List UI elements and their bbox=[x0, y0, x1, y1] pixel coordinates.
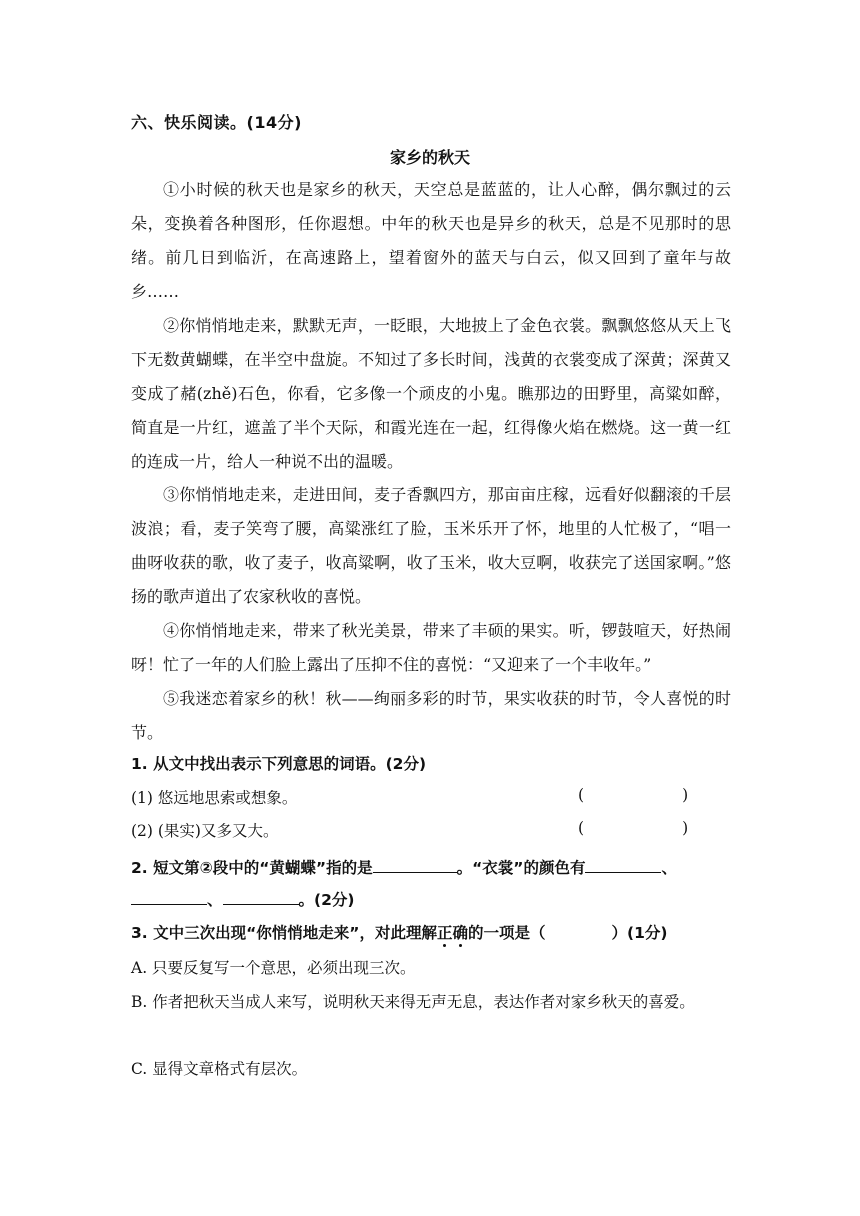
question-2-part-1: 2. 短文第②段中的“黄蝴蝶”指的是 bbox=[131, 859, 373, 877]
paragraph-4: ④你悄悄地走来，带来了秋光美景，带来了丰硕的果实。听，锣鼓喧天，好热闹呀！忙了一年的人们脸上露出了压抑不住的喜悦：“又迎来了一个丰收年。” bbox=[131, 621, 731, 674]
question-3-close: ）(1分) bbox=[611, 924, 668, 942]
article-title: 家乡的秋天 bbox=[389, 148, 470, 167]
answer-paren-1[interactable] bbox=[578, 786, 688, 804]
question-3-after: 的一项是（ bbox=[467, 924, 546, 942]
paragraph-3: ③你悄悄地走来，走进田间，麦子香飘四方，那亩亩庄稼，远看好似翻滚的千层波浪；看，麦子笑弯了腰，高粱涨红了脸，玉米乐开了怀，地里的人忙极了，“唱一曲呀收获的歌，收了麦子，收高粱啊，收了玉米，收大豆啊，收获完了送国家啊。”悠扬的歌声道出了农家秋收的喜悦。 bbox=[131, 485, 731, 606]
question-2-line-2 bbox=[131, 888, 354, 910]
paren-close: ) bbox=[682, 819, 689, 837]
option-c[interactable]: C. 显得文章格式有层次。 bbox=[131, 1060, 308, 1078]
emphasis-char-1: 正 bbox=[436, 924, 453, 942]
section-heading: 六、快乐阅读。(14分) bbox=[131, 113, 302, 132]
paren-open: ( bbox=[578, 819, 585, 837]
question-1-title: 1. 从文中找出表示下列意思的词语。(2分) bbox=[131, 755, 427, 773]
option-a[interactable]: A. 只要反复写一个意思，必须出现三次。 bbox=[131, 959, 416, 977]
question-2-part-3: 、 bbox=[661, 859, 677, 877]
answer-paren-2[interactable] bbox=[578, 819, 688, 837]
answer-blank-color-2[interactable] bbox=[131, 888, 207, 905]
paren-close: ) bbox=[682, 786, 689, 804]
question-2-part-5: 。(2分) bbox=[298, 891, 355, 909]
option-b[interactable]: B. 作者把秋天当成人来写，说明秋天来得无声无息，表达作者对家乡秋天的喜爱。 bbox=[131, 993, 695, 1011]
paren-open: ( bbox=[578, 786, 585, 804]
question-2-part-2: 。“衣裳”的颜色有 bbox=[456, 859, 586, 877]
question-3-before: 3. 文中三次出现“你悄悄地走来”，对此理解 bbox=[131, 924, 437, 942]
paragraph-5: ⑤我迷恋着家乡的秋！秋——绚丽多彩的时节，果实收获的时节，令人喜悦的时节。 bbox=[131, 689, 731, 742]
answer-blank-color-1[interactable] bbox=[585, 856, 661, 873]
question-2-part-4: 、 bbox=[207, 891, 223, 909]
emphasis-char-2: 确 bbox=[452, 924, 468, 942]
question-1-item-1: (1) 悠远地思索或想象。 bbox=[131, 789, 298, 807]
question-3-title bbox=[131, 921, 667, 943]
paragraph-2: ②你悄悄地走来，默默无声，一眨眼，大地披上了金色衣裳。飘飘悠悠从天上飞下无数黄蝴蝶，在半空中盘旋。不知过了多长时间，浅黄的衣裳变成了深黄；深黄又变成了赭(zhě)石色，你看，它多像一个顽皮的小鬼。瞧那边的田野里，高粱如醉，简直是一片红，遮盖了半个天际，和霞光连在一起，红得像火焰在燃烧。这一黄一红的连成一片，给人一种说不出的温暖。 bbox=[131, 316, 731, 471]
paragraph-1: ①小时候的秋天也是家乡的秋天，天空总是蓝蓝的，让人心醉，偶尔飘过的云朵，变换着各种图形，任你遐想。中年的秋天也是异乡的秋天，总是不见那时的思绪。前几日到临沂，在高速路上，望着窗外的蓝天与白云，似又回到了童年与故乡…… bbox=[131, 180, 731, 301]
answer-blank-color-3[interactable] bbox=[223, 888, 299, 905]
question-1-item-2: (2) (果实)又多又大。 bbox=[131, 822, 279, 840]
question-2-line-1 bbox=[131, 856, 677, 878]
answer-blank-butterfly[interactable] bbox=[373, 856, 457, 873]
